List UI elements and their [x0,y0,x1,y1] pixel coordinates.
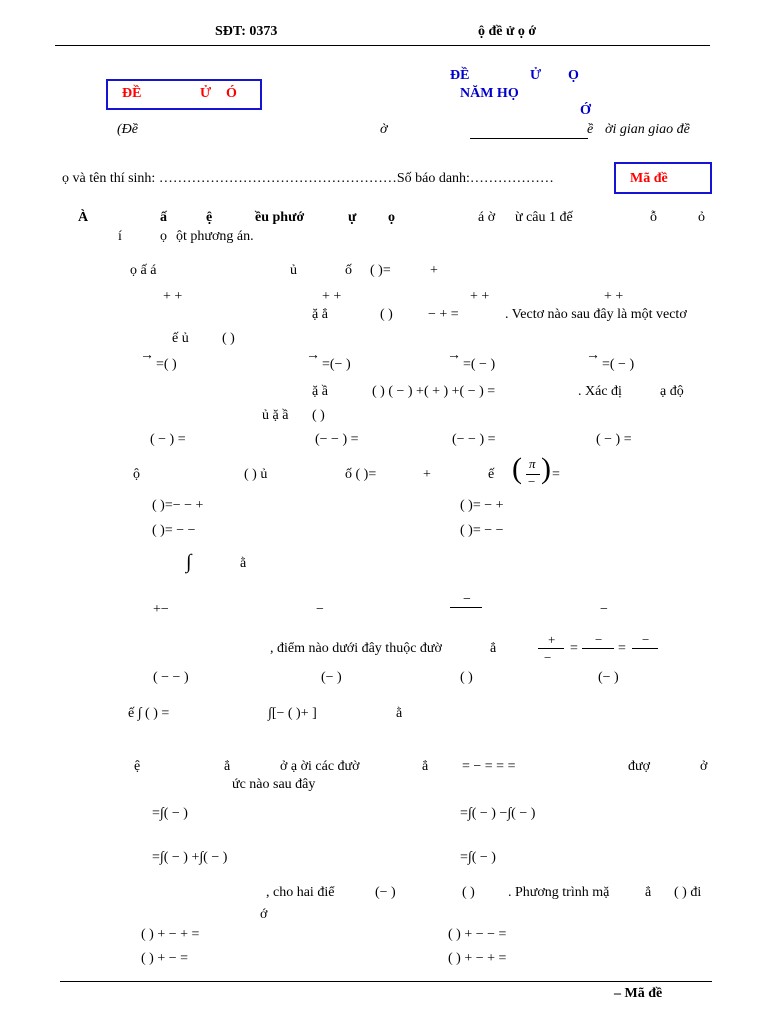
q6-option-c: ( ) [460,670,473,685]
q4-option-c: ( )= − − [152,523,196,538]
heading-line1b: Ử [530,68,542,83]
q4-paren-right: ) [541,452,551,485]
q8-stem-a: ệ [134,759,141,774]
q6-stem-b: ẳ [490,641,497,656]
q6-frac2-top: − [595,632,603,647]
q1-stem-d: ( )= [370,263,391,278]
footer-exam-code: – Mã đề [614,986,663,1001]
header-rule [55,45,710,46]
instr-2b: ọ [160,229,167,244]
exam-code-box: Mã đề [614,162,712,194]
instr-1g: á ờ [478,210,496,225]
q4-paren-left: ( [512,452,522,485]
q4-stem-c: ố ( )= [345,467,377,482]
q2-stem-d: . Vectơ nào sau đây là một vectơ [505,307,687,322]
q2-vector-arrow-c: → [447,348,461,363]
q2-stem-a: ặ ẳ [312,307,328,322]
q9-option-b: ( ) + − − = [448,927,507,942]
time-underline [470,138,588,139]
instr-1i: ỗ [650,210,657,225]
q9-option-c: ( ) + − = [141,951,189,966]
q2-line2-a: ế ủ [172,331,189,346]
q4-option-b: ( )= − + [460,498,504,513]
instr-2a: í [118,229,122,244]
q5-option-a: +− [153,602,169,617]
time-note-right-a: ề [587,122,594,137]
q5-option-d: − [600,602,608,617]
q1-option-c: + + [470,289,490,304]
q9-option-d: ( ) + − + = [448,951,507,966]
heading-line2: NĂM HỌ [460,86,519,101]
q4-option-a: ( )=− − + [152,498,204,513]
q1-stem-a: ọ ấ á [130,263,157,278]
q3-stem-a: ặ ầ [312,384,328,399]
q8-option-d: =∫( − ) [460,850,496,865]
q8-stem-f: đượ [628,759,650,774]
q3-option-b: (− − ) = [315,432,359,447]
q6-frac1-bot: − [544,650,552,665]
q4-option-d: ( )= − − [460,523,504,538]
q8-stem-e: = − = = = [462,759,516,774]
q6-frac1-top: + [548,632,556,647]
instr-1h: ừ câu 1 đế [515,210,573,225]
q4-frac-top: π [529,456,536,471]
q3-option-d: ( − ) = [596,432,632,447]
q8-line2: ức nào sau đây [232,777,316,792]
q4-stem-a: ộ [133,467,140,482]
q1-stem-e: + [430,263,438,278]
q3-option-c: (− − ) = [452,432,496,447]
q4-frac-bot: − [528,474,536,489]
heading-line1c: Ọ [568,68,579,83]
q2-option-c: =( − ) [463,357,496,372]
q6-frac3-line [632,648,658,649]
q1-option-d: + + [604,289,624,304]
q5-option-c: − [463,592,471,607]
q2-option-a: =( ) [156,357,177,372]
q2-option-d: =( − ) [602,357,635,372]
q2-stem-b: ( ) [380,307,393,322]
q6-frac3-top: − [642,632,650,647]
time-note-right-b: ời gian giao đề [605,122,690,137]
q6-stem-a: , điểm nào dưới đây thuộc đườ [270,641,442,656]
q8-stem-g: ở [700,759,708,774]
q3-option-a: ( − ) = [150,432,186,447]
header-title: ộ đề ử ọ ớ [478,24,537,39]
instr-1j: ỏ [698,210,705,225]
footer-rule [60,981,712,982]
q8-stem-c: ở ạ ời các đườ [280,759,360,774]
time-note-left: (Đề [117,122,138,137]
q1-stem-c: ố [345,263,352,278]
q9-option-a: ( ) + − + = [141,927,200,942]
heading-line3: Ớ [580,103,591,118]
q3-line2-b: ( ) [312,408,325,423]
q5-option-b: − [316,602,324,617]
q6-option-d: (− ) [598,670,619,685]
q9-stem-d: . Phương trình mặ [508,885,610,900]
q7-stem-c: ằ [396,706,403,721]
q6-frac2-line [582,648,614,649]
q2-line2-b: ( ) [222,331,235,346]
q1-option-a: + + [163,289,183,304]
q9-stem-b: (− ) [375,885,396,900]
q6-frac1-line [538,648,564,649]
q3-line2-a: ủ ặ ầ [262,408,289,423]
q6-option-a: ( − − ) [153,670,189,685]
q2-vector-arrow-d: → [586,348,600,363]
heading-line1a: ĐỀ [450,68,470,83]
q3-stem-b: ( ) ( − ) +( + ) +( − ) = [372,384,496,399]
instr-1a: À [78,210,89,225]
q4-stem-d: + [423,467,431,482]
q2-option-b: =(− ) [322,357,351,372]
instr-1e: ự [348,210,357,225]
instr-2c: ột phương án. [176,229,254,244]
instr-1b: ấ [160,210,167,225]
q8-option-b: =∫( − ) −∫( − ) [460,806,536,821]
header-phone: SĐT: 0373 [215,24,278,39]
q9-stem-e: ẳ [645,885,652,900]
q1-stem-b: ủ [290,263,297,278]
q4-stem-f: = [552,467,560,482]
q5-stem-a: ằ [240,556,247,571]
q8-stem-b: ẳ [224,759,231,774]
q9-stem-f: ( ) đi [674,885,702,900]
q3-stem-d: ạ độ [660,384,684,399]
student-info-line: ọ và tên thí sinh: ……………………………………………Số báo danh:……………… [62,171,554,186]
q8-option-c: =∫( − ) +∫( − ) [152,850,228,865]
q7-stem-a: ế ∫ ( ) = [128,706,170,721]
q9-stem-c: ( ) [462,885,475,900]
q7-stem-b: ∫[− ( )+ ] [268,706,317,721]
q9-line2: ớ [260,907,268,922]
q1-option-b: + + [322,289,342,304]
q5-integral: ∫ [186,551,192,573]
instr-1c: ệ [206,210,213,225]
q2-vector-arrow-b: → [306,348,320,363]
instr-1d: ều phướ [255,210,305,225]
q4-stem-b: ( ) ủ [244,467,268,482]
q2-vector-arrow-a: → [140,348,154,363]
q2-stem-c: − + = [428,307,459,322]
q9-stem-a: , cho hai điể [266,885,335,900]
q6-eq2: = [618,641,626,656]
instr-1f: ọ [388,210,395,225]
time-note-mid: ờ [380,122,388,137]
q3-stem-c: . Xác đị [578,384,622,399]
q6-eq1: = [570,641,578,656]
q8-option-a: =∫( − ) [152,806,188,821]
q4-stem-e: ế [488,467,495,482]
q6-option-b: (− ) [321,670,342,685]
q8-stem-d: ẳ [422,759,429,774]
title-box: ĐỀ Ử Ó [106,79,262,110]
